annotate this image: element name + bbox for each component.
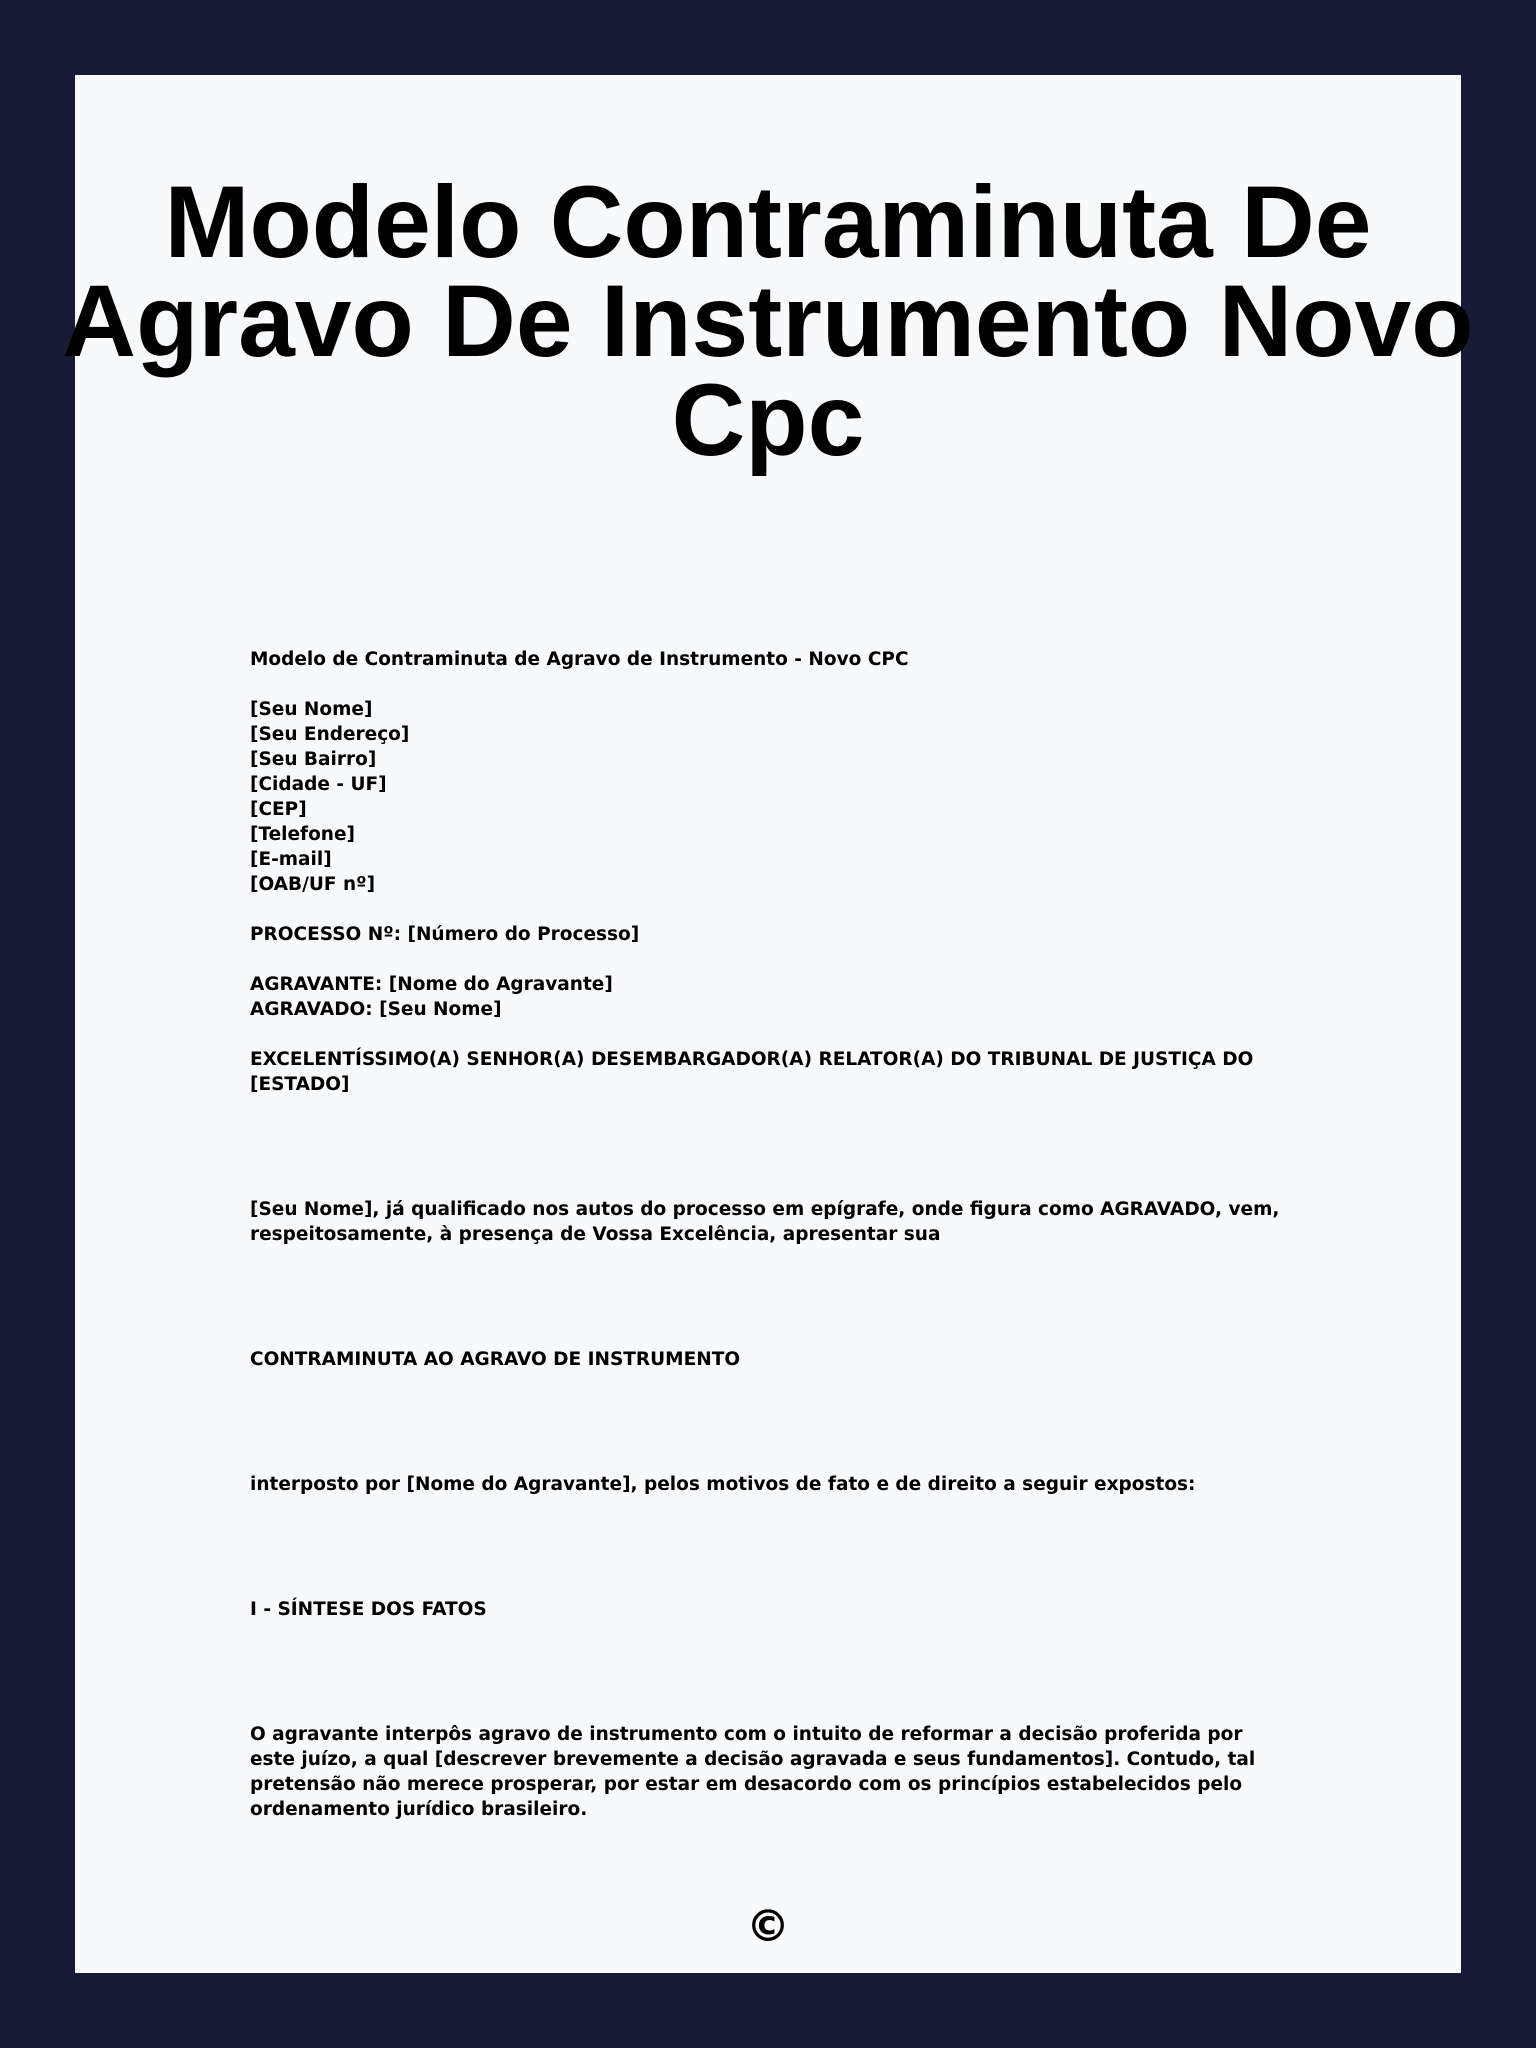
facts-paragraph: O agravante interpôs agravo de instrumento com o intuito de reformar a decisão proferida por este juízo, a qual [descrever brevemente a decisão agravada e seus fundamentos]. Contudo, tal pretensão não merece prosperar, por estar em desacordo com os princípios estabelecidos pelo ordenamento jurídico brasileiro. bbox=[250, 1724, 1256, 1820]
intro-paragraph: [Seu Nome], já qualificado nos autos do processo em epígrafe, onde figura como AGRAVADO, vem, respeitosamente, à presença de Vossa Excelência, apresentar sua bbox=[250, 1199, 1280, 1245]
section-one-title: I - SÍNTESE DOS FATOS bbox=[250, 1599, 487, 1620]
section-title: CONTRAMINUTA AO AGRAVO DE INSTRUMENTO bbox=[250, 1349, 741, 1370]
sender-address: [Seu Endereço] bbox=[250, 724, 410, 745]
sender-city: [Cidade - UF] bbox=[250, 774, 387, 795]
interposto-line: interposto por [Nome do Agravante], pelos motivos de fato e de direito a seguir expostos: bbox=[250, 1474, 1196, 1495]
sender-cep: [CEP] bbox=[250, 799, 307, 820]
document-heading: Modelo de Contraminuta de Agravo de Instrumento - Novo CPC bbox=[250, 649, 909, 670]
document-title: Modelo Contraminuta De Agravo De Instrumento Novo Cpc bbox=[62, 165, 1474, 477]
process-number: PROCESSO Nº: [Número do Processo] bbox=[250, 924, 640, 945]
agravado-line: AGRAVADO: [Seu Nome] bbox=[250, 999, 502, 1020]
sender-neighborhood: [Seu Bairro] bbox=[250, 749, 377, 770]
sender-block bbox=[250, 697, 1290, 897]
copyright-icon: © bbox=[746, 1901, 790, 1952]
sender-email: [E-mail] bbox=[250, 849, 332, 870]
agravante-line: AGRAVANTE: [Nome do Agravante] bbox=[250, 974, 613, 995]
sender-name: [Seu Nome] bbox=[250, 699, 373, 720]
sender-phone: [Telefone] bbox=[250, 824, 355, 845]
document-body bbox=[250, 647, 1290, 1822]
sender-oab: [OAB/UF nº] bbox=[250, 874, 376, 895]
addressee-line: EXCELENTÍSSIMO(A) SENHOR(A) DESEMBARGADOR(A) RELATOR(A) DO TRIBUNAL DE JUSTIÇA DO [ESTADO] bbox=[250, 1049, 1254, 1095]
